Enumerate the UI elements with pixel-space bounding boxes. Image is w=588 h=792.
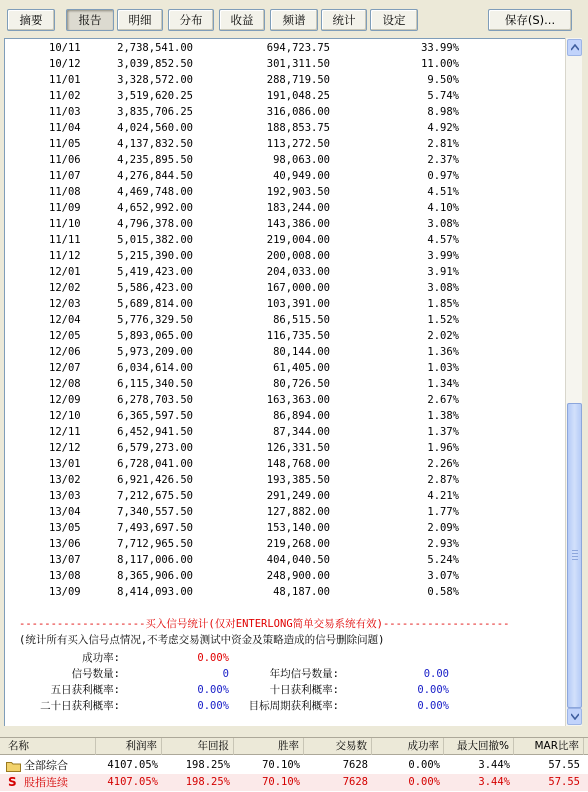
s-marker-icon: S	[8, 775, 17, 789]
report-balance: 7,493,697.50	[117, 522, 193, 534]
tab-summary[interactable]: 摘要	[7, 9, 55, 31]
report-balance: 4,796,378.00	[117, 218, 193, 230]
report-profit-pct: 3.08%	[427, 218, 459, 230]
report-month: 12/12	[49, 442, 81, 454]
report-balance: 6,278,703.50	[117, 394, 193, 406]
report-row	[5, 392, 565, 408]
report-profit: 204,033.00	[266, 266, 330, 278]
report-profit: 126,331.50	[266, 442, 330, 454]
tab-report[interactable]: 报告	[66, 9, 114, 31]
signal-count-label: 信号数量:	[71, 668, 120, 680]
report-month: 13/01	[49, 458, 81, 470]
tab-detail[interactable]: 明细	[117, 9, 163, 31]
report-month: 13/06	[49, 538, 81, 550]
report-profit-pct: 1.36%	[427, 346, 459, 358]
report-balance: 8,414,093.00	[117, 586, 193, 598]
report-profit-pct: 8.98%	[427, 106, 459, 118]
report-row	[5, 584, 565, 600]
report-profit-pct: 0.58%	[427, 586, 459, 598]
report-profit-pct: 1.52%	[427, 314, 459, 326]
report-profit: 116,735.50	[266, 330, 330, 342]
report-balance: 8,117,006.00	[117, 554, 193, 566]
scroll-up-button[interactable]	[567, 39, 582, 56]
tab-settings[interactable]: 设定	[370, 9, 418, 31]
report-profit: 219,004.00	[266, 234, 330, 246]
report-month: 11/07	[49, 170, 81, 182]
report-profit: 86,515.50	[273, 314, 330, 326]
report-row	[5, 552, 565, 568]
col-trade-count[interactable]: 交易数	[304, 738, 372, 755]
report-profit: 86,894.00	[273, 410, 330, 422]
report-profit-pct: 4.57%	[427, 234, 459, 246]
report-panel	[4, 38, 569, 726]
report-balance: 5,419,423.00	[117, 266, 193, 278]
tab-returns[interactable]: 收益	[219, 9, 265, 31]
report-month: 12/10	[49, 410, 81, 422]
report-profit-pct: 1.77%	[427, 506, 459, 518]
chevron-up-icon	[571, 44, 579, 51]
report-profit: 183,244.00	[266, 202, 330, 214]
report-row	[5, 296, 565, 312]
report-profit-pct: 1.34%	[427, 378, 459, 390]
report-profit: 103,391.00	[266, 298, 330, 310]
report-profit-pct: 2.09%	[427, 522, 459, 534]
report-month: 13/04	[49, 506, 81, 518]
report-month: 11/06	[49, 154, 81, 166]
report-balance: 4,469,748.00	[117, 186, 193, 198]
report-month: 11/01	[49, 74, 81, 86]
report-profit: 148,768.00	[266, 458, 330, 470]
report-row	[5, 72, 565, 88]
report-month: 11/12	[49, 250, 81, 262]
report-balance: 5,586,423.00	[117, 282, 193, 294]
report-row	[5, 152, 565, 168]
report-balance: 6,728,041.00	[117, 458, 193, 470]
report-balance: 6,452,941.50	[117, 426, 193, 438]
report-profit-pct: 1.38%	[427, 410, 459, 422]
report-month: 12/04	[49, 314, 81, 326]
report-balance: 5,893,065.00	[117, 330, 193, 342]
report-row	[5, 280, 565, 296]
report-profit-pct: 3.99%	[427, 250, 459, 262]
report-profit: 291,249.00	[266, 490, 330, 502]
report-profit-pct: 4.21%	[427, 490, 459, 502]
report-month: 10/12	[49, 58, 81, 70]
scroll-thumb[interactable]	[567, 403, 582, 708]
report-balance: 4,024,560.00	[117, 122, 193, 134]
report-row	[5, 376, 565, 392]
summary-table	[0, 737, 588, 792]
report-row	[5, 40, 565, 56]
report-profit: 193,385.50	[266, 474, 330, 486]
report-row	[5, 88, 565, 104]
report-row	[5, 248, 565, 264]
report-balance: 7,212,675.50	[117, 490, 193, 502]
report-month: 12/05	[49, 330, 81, 342]
report-profit-pct: 0.97%	[427, 170, 459, 182]
report-balance: 5,689,814.00	[117, 298, 193, 310]
report-profit-pct: 2.87%	[427, 474, 459, 486]
report-month: 12/09	[49, 394, 81, 406]
tab-distribution[interactable]: 分布	[168, 9, 214, 31]
success-rate-value: 0.00%	[197, 652, 229, 664]
report-month: 13/08	[49, 570, 81, 582]
report-row	[5, 520, 565, 536]
report-profit-pct: 5.24%	[427, 554, 459, 566]
col-success-rate[interactable]: 成功率	[372, 738, 444, 755]
report-balance: 5,015,382.00	[117, 234, 193, 246]
report-profit: 191,048.25	[266, 90, 330, 102]
signal-count-value: 0	[222, 668, 229, 680]
report-profit-pct: 4.92%	[427, 122, 459, 134]
report-row	[5, 328, 565, 344]
ten-day-profit-label: 十日获利概率:	[269, 684, 339, 696]
report-month: 13/03	[49, 490, 81, 502]
report-profit-pct: 3.91%	[427, 266, 459, 278]
report-row	[5, 264, 565, 280]
report-profit: 248,900.00	[266, 570, 330, 582]
report-balance: 6,365,597.50	[117, 410, 193, 422]
report-profit: 219,268.00	[266, 538, 330, 550]
report-row	[5, 344, 565, 360]
report-row	[5, 232, 565, 248]
success-rate-label: 成功率:	[82, 652, 120, 664]
report-profit: 694,723.75	[266, 42, 330, 54]
report-balance: 7,340,557.50	[117, 506, 193, 518]
report-month: 13/09	[49, 586, 81, 598]
report-row	[5, 184, 565, 200]
report-month: 13/02	[49, 474, 81, 486]
signal-stats-note: (统计所有买入信号点情况,不考虑交易测试中资金及策略造成的信号删除问题)	[19, 634, 385, 646]
report-month: 10/11	[49, 42, 81, 54]
report-profit-pct: 2.37%	[427, 154, 459, 166]
report-row	[5, 312, 565, 328]
report-balance: 8,365,906.00	[117, 570, 193, 582]
report-balance: 2,738,541.00	[117, 42, 193, 54]
report-profit-pct: 11.00%	[421, 58, 459, 70]
report-profit-pct: 3.08%	[427, 282, 459, 294]
report-profit-pct: 1.96%	[427, 442, 459, 454]
report-row	[5, 120, 565, 136]
target-period-profit-label: 目标周期获利概率:	[248, 700, 339, 712]
five-day-profit-label: 五日获利概率:	[50, 684, 120, 696]
report-profit: 80,726.50	[273, 378, 330, 390]
report-profit: 188,853.75	[266, 122, 330, 134]
col-annual-return[interactable]: 年回报	[162, 738, 234, 755]
report-profit-pct: 9.50%	[427, 74, 459, 86]
report-balance: 5,973,209.00	[117, 346, 193, 358]
twenty-day-profit-label: 二十日获利概率:	[40, 700, 120, 712]
report-profit-pct: 2.67%	[427, 394, 459, 406]
report-balance: 4,276,844.50	[117, 170, 193, 182]
summary-row-all[interactable]: 全部综合 4107.05% 198.25% 70.10% 7628 0.00% 3.44% 57.55	[0, 757, 588, 774]
report-profit-pct: 1.85%	[427, 298, 459, 310]
tab-spectrum[interactable]: 频谱	[270, 9, 318, 31]
report-profit-pct: 4.51%	[427, 186, 459, 198]
report-profit: 40,949.00	[273, 170, 330, 182]
report-row	[5, 216, 565, 232]
report-month: 11/03	[49, 106, 81, 118]
report-profit-pct: 1.03%	[427, 362, 459, 374]
report-month: 12/08	[49, 378, 81, 390]
report-row	[5, 56, 565, 72]
report-profit: 404,040.50	[266, 554, 330, 566]
report-profit-pct: 3.07%	[427, 570, 459, 582]
report-profit: 143,386.00	[266, 218, 330, 230]
summary-row-index-continuous[interactable]: S 股指连续 4107.05% 198.25% 70.10% 7628 0.00% 3.44% 57.55	[0, 774, 588, 791]
report-balance: 4,137,832.50	[117, 138, 193, 150]
report-month: 11/02	[49, 90, 81, 102]
report-month: 12/06	[49, 346, 81, 358]
col-win-rate[interactable]: 胜率	[234, 738, 304, 755]
report-profit: 113,272.50	[266, 138, 330, 150]
report-profit: 316,086.00	[266, 106, 330, 118]
signal-stats-header: --------------------买入信号统计(仅对ENTERLONG简单交易系统有效)--------------------	[19, 618, 510, 630]
report-profit: 200,008.00	[266, 250, 330, 262]
report-row	[5, 200, 565, 216]
report-row	[5, 472, 565, 488]
report-row	[5, 168, 565, 184]
scroll-down-button[interactable]	[567, 708, 582, 725]
ten-day-profit-value: 0.00%	[417, 684, 449, 696]
report-balance: 6,579,273.00	[117, 442, 193, 454]
report-profit: 61,405.00	[273, 362, 330, 374]
summary-row-name: 全部综合	[24, 759, 68, 772]
toolbar	[0, 0, 588, 38]
target-period-profit-value: 0.00%	[417, 700, 449, 712]
report-month: 13/07	[49, 554, 81, 566]
report-profit: 301,311.50	[266, 58, 330, 70]
report-profit: 127,882.00	[266, 506, 330, 518]
report-row	[5, 536, 565, 552]
tab-statistics[interactable]: 统计	[321, 9, 367, 31]
report-profit: 167,000.00	[266, 282, 330, 294]
annual-signal-label: 年均信号数量:	[269, 668, 339, 680]
report-row	[5, 456, 565, 472]
report-row	[5, 136, 565, 152]
summary-row-name: 股指连续	[24, 776, 68, 789]
report-month: 11/04	[49, 122, 81, 134]
report-balance: 3,328,572.00	[117, 74, 193, 86]
report-month: 11/09	[49, 202, 81, 214]
report-balance: 4,652,992.00	[117, 202, 193, 214]
report-month: 11/05	[49, 138, 81, 150]
report-row	[5, 568, 565, 584]
vertical-scrollbar[interactable]	[565, 38, 582, 726]
twenty-day-profit-value: 0.00%	[197, 700, 229, 712]
report-profit: 48,187.00	[273, 586, 330, 598]
chevron-down-icon	[571, 713, 579, 720]
report-month: 12/03	[49, 298, 81, 310]
report-month: 12/11	[49, 426, 81, 438]
folder-icon	[6, 760, 21, 772]
report-row	[5, 360, 565, 376]
report-profit-pct: 2.93%	[427, 538, 459, 550]
report-month: 11/08	[49, 186, 81, 198]
report-row	[5, 104, 565, 120]
report-month: 12/01	[49, 266, 81, 278]
report-balance: 3,835,706.25	[117, 106, 193, 118]
col-mar-ratio[interactable]: MAR比率	[514, 738, 584, 755]
report-balance: 5,776,329.50	[117, 314, 193, 326]
report-balance: 4,235,895.50	[117, 154, 193, 166]
report-profit: 288,719.50	[266, 74, 330, 86]
report-month: 12/07	[49, 362, 81, 374]
col-max-drawdown[interactable]: 最大回撤%	[444, 738, 514, 755]
report-month: 12/02	[49, 282, 81, 294]
report-row	[5, 408, 565, 424]
report-profit: 80,144.00	[273, 346, 330, 358]
report-profit-pct: 2.02%	[427, 330, 459, 342]
annual-signal-value: 0.00	[423, 668, 449, 680]
col-profit-rate[interactable]: 利润率	[96, 738, 162, 755]
report-profit: 163,363.00	[266, 394, 330, 406]
report-balance: 6,034,614.00	[117, 362, 193, 374]
report-row	[5, 488, 565, 504]
report-profit-pct: 2.81%	[427, 138, 459, 150]
report-profit: 153,140.00	[266, 522, 330, 534]
report-balance: 5,215,390.00	[117, 250, 193, 262]
five-day-profit-value: 0.00%	[197, 684, 229, 696]
report-profit-pct: 2.26%	[427, 458, 459, 470]
report-month: 11/11	[49, 234, 81, 246]
report-balance: 6,921,426.50	[117, 474, 193, 486]
report-balance: 3,039,852.50	[117, 58, 193, 70]
report-month: 11/10	[49, 218, 81, 230]
report-profit: 192,903.50	[266, 186, 330, 198]
report-profit-pct: 4.10%	[427, 202, 459, 214]
report-month: 13/05	[49, 522, 81, 534]
save-button[interactable]: 保存(S)...	[488, 9, 572, 31]
report-profit: 98,063.00	[273, 154, 330, 166]
report-profit-pct: 5.74%	[427, 90, 459, 102]
report-profit-pct: 1.37%	[427, 426, 459, 438]
report-row	[5, 504, 565, 520]
report-row	[5, 424, 565, 440]
report-profit-pct: 33.99%	[421, 42, 459, 54]
report-balance: 3,519,620.25	[117, 90, 193, 102]
report-balance: 6,115,340.50	[117, 378, 193, 390]
col-name[interactable]: 名称	[0, 738, 96, 755]
summary-table-header	[0, 738, 588, 755]
report-profit: 87,344.00	[273, 426, 330, 438]
report-balance: 7,712,965.50	[117, 538, 193, 550]
report-row	[5, 440, 565, 456]
